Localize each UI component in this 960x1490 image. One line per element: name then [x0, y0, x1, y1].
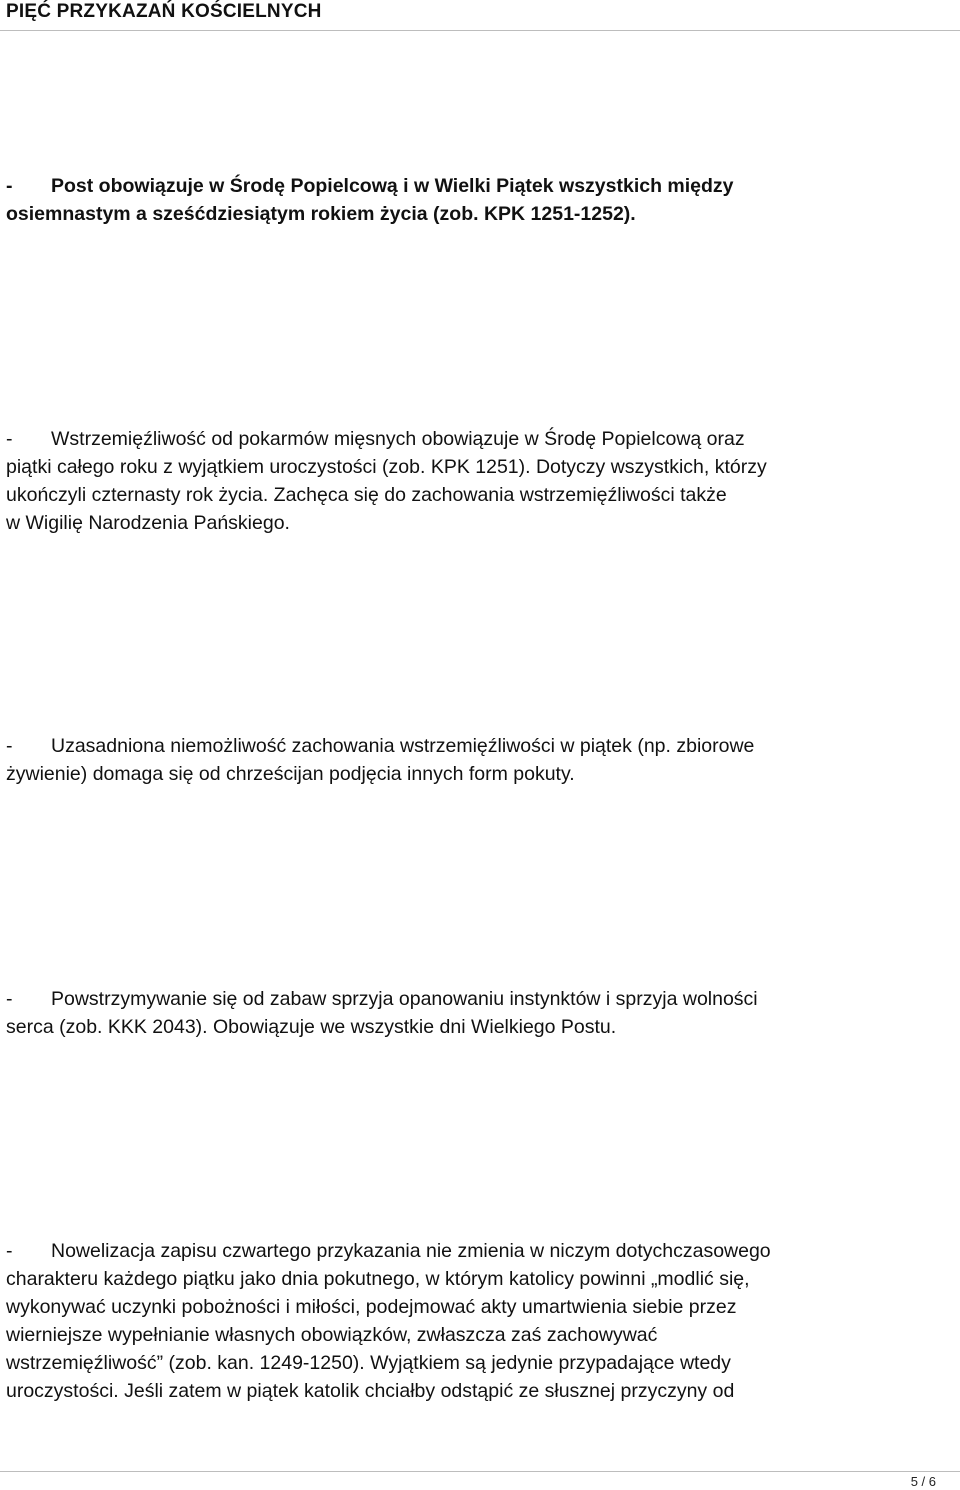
paragraph-line: uroczystości. Jeśli zatem w piątek katolik chciałby odstąpić ze słusznej przyczyny od: [6, 1380, 735, 1402]
bullet-dash: -: [6, 428, 13, 450]
paragraph-text: Nowelizacja zapisu czwartego przykazania nie zmienia w niczym dotychczasowego: [51, 1240, 771, 1262]
bullet-dash: -: [6, 1240, 13, 1262]
paragraph-impossibility: [6, 732, 956, 788]
paragraph-amusements: [6, 985, 956, 1041]
paragraph-line: [6, 1237, 956, 1265]
header-divider: [0, 30, 960, 31]
bullet-dash: -: [6, 988, 13, 1010]
paragraph-line: wykonywać uczynki pobożności i miłości, podejmować akty umartwienia siebie przez: [6, 1296, 737, 1318]
paragraph-line: w Wigilię Narodzenia Pańskiego.: [6, 512, 290, 534]
paragraph-text: Powstrzymywanie się od zabaw sprzyja opanowaniu instynktów i sprzyja wolności: [51, 988, 758, 1010]
paragraph-line: [6, 172, 956, 200]
paragraph-line: [6, 985, 956, 1013]
paragraph-amendment: [6, 1237, 956, 1405]
paragraph-abstinence: [6, 425, 956, 537]
paragraph-line: żywienie) domaga się od chrześcijan podjęcia innych form pokuty.: [6, 763, 575, 785]
paragraph-line: [6, 425, 956, 453]
paragraph-line: [6, 732, 956, 760]
paragraph-line: charakteru każdego piątku jako dnia pokutnego, w którym katolicy powinni „modlić się,: [6, 1268, 750, 1290]
paragraph-line: serca (zob. KKK 2043). Obowiązuje we wszystkie dni Wielkiego Postu.: [6, 1016, 617, 1038]
paragraph-text: Uzasadniona niemożliwość zachowania wstrzemięźliwości w piątek (np. zbiorowe: [51, 735, 755, 757]
paragraph-text: Post obowiązuje w Środę Popielcową i w Wielki Piątek wszystkich między: [51, 175, 734, 197]
paragraph-line: wierniejsze wypełnianie własnych obowiązków, zwłaszcza zaś zachowywać: [6, 1324, 658, 1346]
paragraph-fast: [6, 172, 956, 228]
bullet-dash: -: [6, 175, 13, 197]
paragraph-line: osiemnastym a sześćdziesiątym rokiem życia (zob. KPK 1251-1252).: [6, 203, 636, 225]
bullet-dash: -: [6, 735, 13, 757]
paragraph-line: wstrzemięźliwość” (zob. kan. 1249-1250). Wyjątkiem są jedynie przypadające wtedy: [6, 1352, 731, 1374]
paragraph-text: Wstrzemięźliwość od pokarmów mięsnych obowiązuje w Środę Popielcową oraz: [51, 428, 745, 450]
paragraph-line: ukończyli czternasty rok życia. Zachęca się do zachowania wstrzemięźliwości także: [6, 484, 727, 506]
paragraph-line: piątki całego roku z wyjątkiem uroczystości (zob. KPK 1251). Dotyczy wszystkich, którzy: [6, 456, 767, 478]
page-title: PIĘĆ PRZYKAZAŃ KOŚCIELNYCH: [6, 1, 322, 22]
footer-divider: [0, 1471, 960, 1472]
page-number: 5 / 6: [910, 1474, 936, 1489]
